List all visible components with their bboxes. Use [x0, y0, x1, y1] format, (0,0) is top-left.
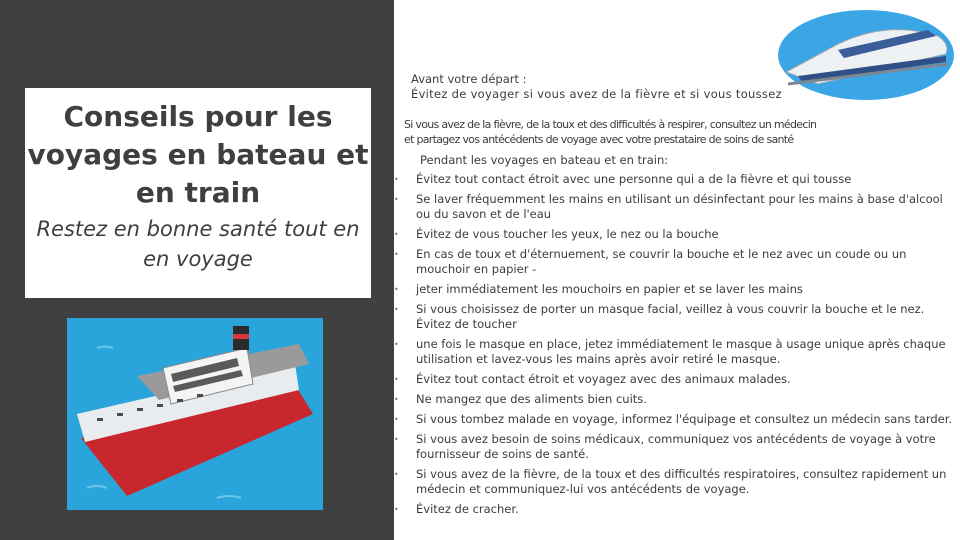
list-item-text: Ne mangez que des aliments bien cuits. — [416, 392, 647, 406]
list-item-text: En cas de toux et d'éternuement, se couvrir la bouche et le nez avec un coude ou un mouchoir en papier - — [416, 247, 907, 276]
bullet-icon: • — [394, 250, 399, 259]
bullet-icon: • — [394, 435, 399, 444]
list-item-text: Si vous avez besoin de soins médicaux, communiquez vos antécédents de voyage à votre fournisseur de soins de santé. — [416, 432, 936, 461]
list-item — [394, 432, 954, 462]
list-item — [394, 302, 954, 332]
bullet-icon: • — [394, 340, 399, 349]
ship-icon — [67, 318, 323, 510]
list-item-text: Évitez tout contact étroit et voyagez avec des animaux malades. — [416, 372, 791, 386]
list-item-text: Si vous choisissez de porter un masque facial, veillez à vous couvrir la bouche et le nez. Évitez de toucher — [416, 302, 925, 331]
departure-text: Évitez de voyager si vous avez de la fièvre et si vous toussez — [411, 87, 782, 101]
list-item-text: Évitez de cracher. — [416, 502, 519, 516]
list-item — [394, 412, 954, 427]
list-item-text: jeter immédiatement les mouchoirs en papier et se laver les mains — [416, 282, 803, 296]
bullet-icon: • — [394, 395, 399, 404]
title-box — [25, 88, 371, 298]
list-item — [394, 337, 954, 367]
list-item — [394, 282, 954, 297]
train-icon — [778, 10, 954, 100]
slide-subtitle: Restez en bonne santé tout en en voyage — [36, 217, 360, 271]
train-illustration — [778, 10, 954, 100]
bullet-icon: • — [394, 375, 399, 384]
departure-note: Si vous avez de la fièvre, de la toux et des difficultés à respirer, consultez un médecin et partagez vos antécédents de voyage avec votre prestataire de soins de santé — [404, 118, 817, 146]
bullet-icon: • — [394, 305, 399, 314]
bullet-icon: • — [394, 175, 399, 184]
ship-illustration — [67, 318, 323, 510]
bullet-icon: • — [394, 195, 399, 204]
list-item-text: une fois le masque en place, jetez immédiatement le masque à usage unique après chaque utilisation et lavez-vous les mains après avoir retiré le masque. — [416, 337, 946, 366]
list-item — [394, 467, 954, 497]
list-item — [394, 247, 954, 277]
bullet-icon: • — [394, 230, 399, 239]
list-item-text: Se laver fréquemment les mains en utilisant un désinfectant pour les mains à base d'alcool ou du savon et de l'eau — [416, 192, 943, 221]
list-item — [394, 502, 954, 517]
departure-heading: Avant votre départ : — [411, 72, 527, 86]
list-item-text: Si vous tombez malade en voyage, informez l'équipage et consultez un médecin sans tarder. — [416, 412, 953, 426]
list-item-text: Si vous avez de la fièvre, de la toux et des difficultés respiratoires, consultez rapidement un médecin et communiquez-lui vos antécédents de voyage. — [416, 467, 947, 496]
list-item-text: Évitez de vous toucher les yeux, le nez ou la bouche — [416, 227, 719, 241]
bullet-icon: • — [394, 285, 399, 294]
list-item — [394, 372, 954, 387]
bullet-icon: • — [394, 505, 399, 514]
list-item — [394, 392, 954, 407]
list-item — [394, 227, 954, 242]
list-item — [394, 192, 954, 222]
list-item — [394, 172, 954, 187]
slide-title: Conseils pour les voyages en bateau et en train — [27, 100, 369, 209]
advice-list — [394, 172, 954, 517]
bullet-icon: • — [394, 470, 399, 479]
during-travel-heading: Pendant les voyages en bateau et en train: — [420, 153, 669, 167]
list-item-text: Évitez tout contact étroit avec une personne qui a de la fièvre et qui tousse — [416, 172, 852, 186]
left-panel — [0, 0, 394, 540]
bullet-icon: • — [394, 415, 399, 424]
